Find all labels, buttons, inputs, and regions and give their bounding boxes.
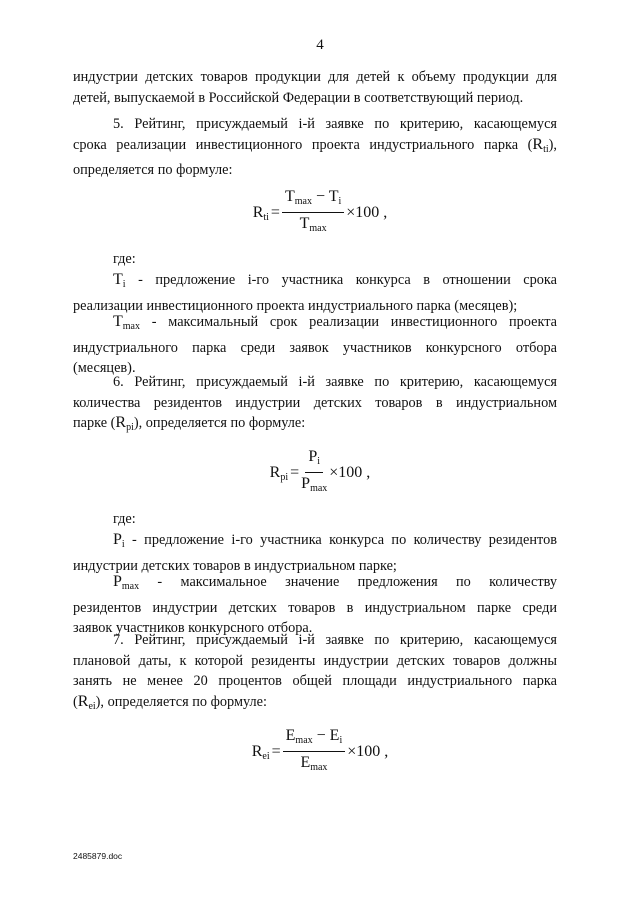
- numerator: $P_i$: [305, 448, 323, 473]
- fraction: [301, 448, 327, 498]
- text-line: 6. Рейтинг, присуждаемый i-й заявке по критерию, касающемуся: [113, 374, 557, 390]
- text-fragment: ), определяется по формуле:: [133, 415, 306, 431]
- multiplier: ×100 ,: [347, 743, 389, 760]
- text-fragment: (: [73, 693, 78, 710]
- text-line: [73, 572, 557, 598]
- fraction: [283, 727, 346, 777]
- text-fragment: - предложение i-го участника конкурса в отношении срока: [125, 272, 557, 288]
- footer-filename: 2485879.doc: [73, 851, 123, 861]
- equals-sign: =: [271, 743, 281, 760]
- paragraph-continuation: [73, 67, 557, 108]
- formula-rti: [0, 188, 640, 238]
- equals-sign: =: [290, 464, 300, 481]
- text-line: индустрии детских товаров продукции для детей к объему продукции для: [73, 69, 557, 85]
- text-fragment: - максимальное значение предложения по количеству: [139, 574, 557, 590]
- text-line: резидентов индустрии детских товаров в индустриальном парке среди: [73, 599, 557, 616]
- definition-pmax: [73, 572, 557, 639]
- text-line: заявок участников конкурсного отбора.: [73, 620, 313, 636]
- symbol: R: [77, 692, 89, 710]
- text-line: индустриального парка среди заявок участников конкурсного отбора: [73, 339, 557, 356]
- paragraph-5: [73, 114, 557, 181]
- text-line: реализации инвестиционного проекта индустриального парка (месяцев);: [73, 297, 518, 314]
- text-fragment: ), определяется по формуле:: [95, 693, 268, 710]
- text-line: (месяцев).: [73, 360, 136, 376]
- text-line: детей, выпускаемой в Российской Федерации в соответствующий период.: [73, 89, 524, 106]
- text-fragment: - максимальный срок реализации инвестиционного проекта: [140, 314, 557, 330]
- formula-rei: [0, 727, 640, 777]
- subscript: max: [121, 581, 140, 592]
- text-line: [73, 692, 557, 718]
- numerator: $E_{max} - E_i$: [283, 727, 346, 752]
- text-line: [73, 135, 557, 161]
- text-line: [73, 270, 557, 296]
- denominator: $P_{max}$: [301, 475, 328, 494]
- symbol: P: [113, 531, 122, 548]
- text-line: определяется по формуле:: [73, 162, 233, 178]
- subscript: ti: [543, 143, 549, 155]
- symbol: T: [113, 271, 123, 288]
- definition-tmax: [73, 312, 557, 379]
- text-line: [73, 413, 557, 439]
- multiplier: ×100 ,: [329, 464, 371, 481]
- symbol: R: [532, 135, 544, 153]
- text-fragment: срока реализации инвестиционного проекта индустриального парка (: [73, 136, 533, 153]
- subscript: i: [122, 279, 126, 290]
- subscript: ei: [88, 700, 96, 712]
- denominator: $T_{max}$: [299, 215, 327, 234]
- paragraph-6: [73, 372, 557, 439]
- text-line: занять не менее 20 процентов общей площади индустриального парка: [73, 673, 557, 689]
- symbol: P: [113, 573, 122, 590]
- symbol: T: [113, 313, 123, 330]
- where-label: где:: [113, 511, 136, 527]
- text-line: индустрии детских товаров в индустриальном парке;: [73, 557, 397, 574]
- text-line: количества резидентов индустрии детских товаров в индустриальном: [73, 394, 557, 411]
- text-line: плановой даты, к которой резиденты индустрии детских товаров должны: [73, 652, 557, 669]
- formula-lhs: $R_{ei}$: [251, 742, 270, 762]
- where-label: где:: [113, 251, 136, 267]
- text-line: [73, 530, 557, 556]
- text-line: [73, 312, 557, 338]
- subscript: i: [121, 539, 125, 550]
- subscript: max: [122, 321, 140, 332]
- paragraph-7: [73, 630, 557, 717]
- symbol: R: [115, 414, 127, 431]
- multiplier: ×100 ,: [346, 204, 388, 221]
- text-fragment: парке (: [73, 415, 116, 431]
- text-fragment: - предложение i-го участника конкурса по количеству резидентов: [124, 532, 557, 548]
- equals-sign: =: [270, 204, 280, 221]
- formula-lhs: $R_{ti}$: [252, 203, 269, 223]
- text-line: 5. Рейтинг, присуждаемый i-й заявке по критерию, касающемуся: [113, 116, 557, 132]
- subscript: pi: [126, 422, 134, 433]
- formula-lhs: $R_{pi}$: [269, 463, 289, 483]
- numerator: $T_{max} - T_i$: [282, 188, 344, 213]
- formula-rpi: [0, 448, 640, 498]
- text-fragment: ),: [548, 136, 557, 153]
- definition-ti: [73, 270, 557, 316]
- page-number: 4: [316, 37, 324, 53]
- text-line: 7. Рейтинг, присуждаемый i-й заявке по критерию, касающемуся: [113, 632, 557, 648]
- fraction: [282, 188, 344, 238]
- denominator: $E_{max}$: [300, 754, 328, 773]
- definition-pi: [73, 530, 557, 576]
